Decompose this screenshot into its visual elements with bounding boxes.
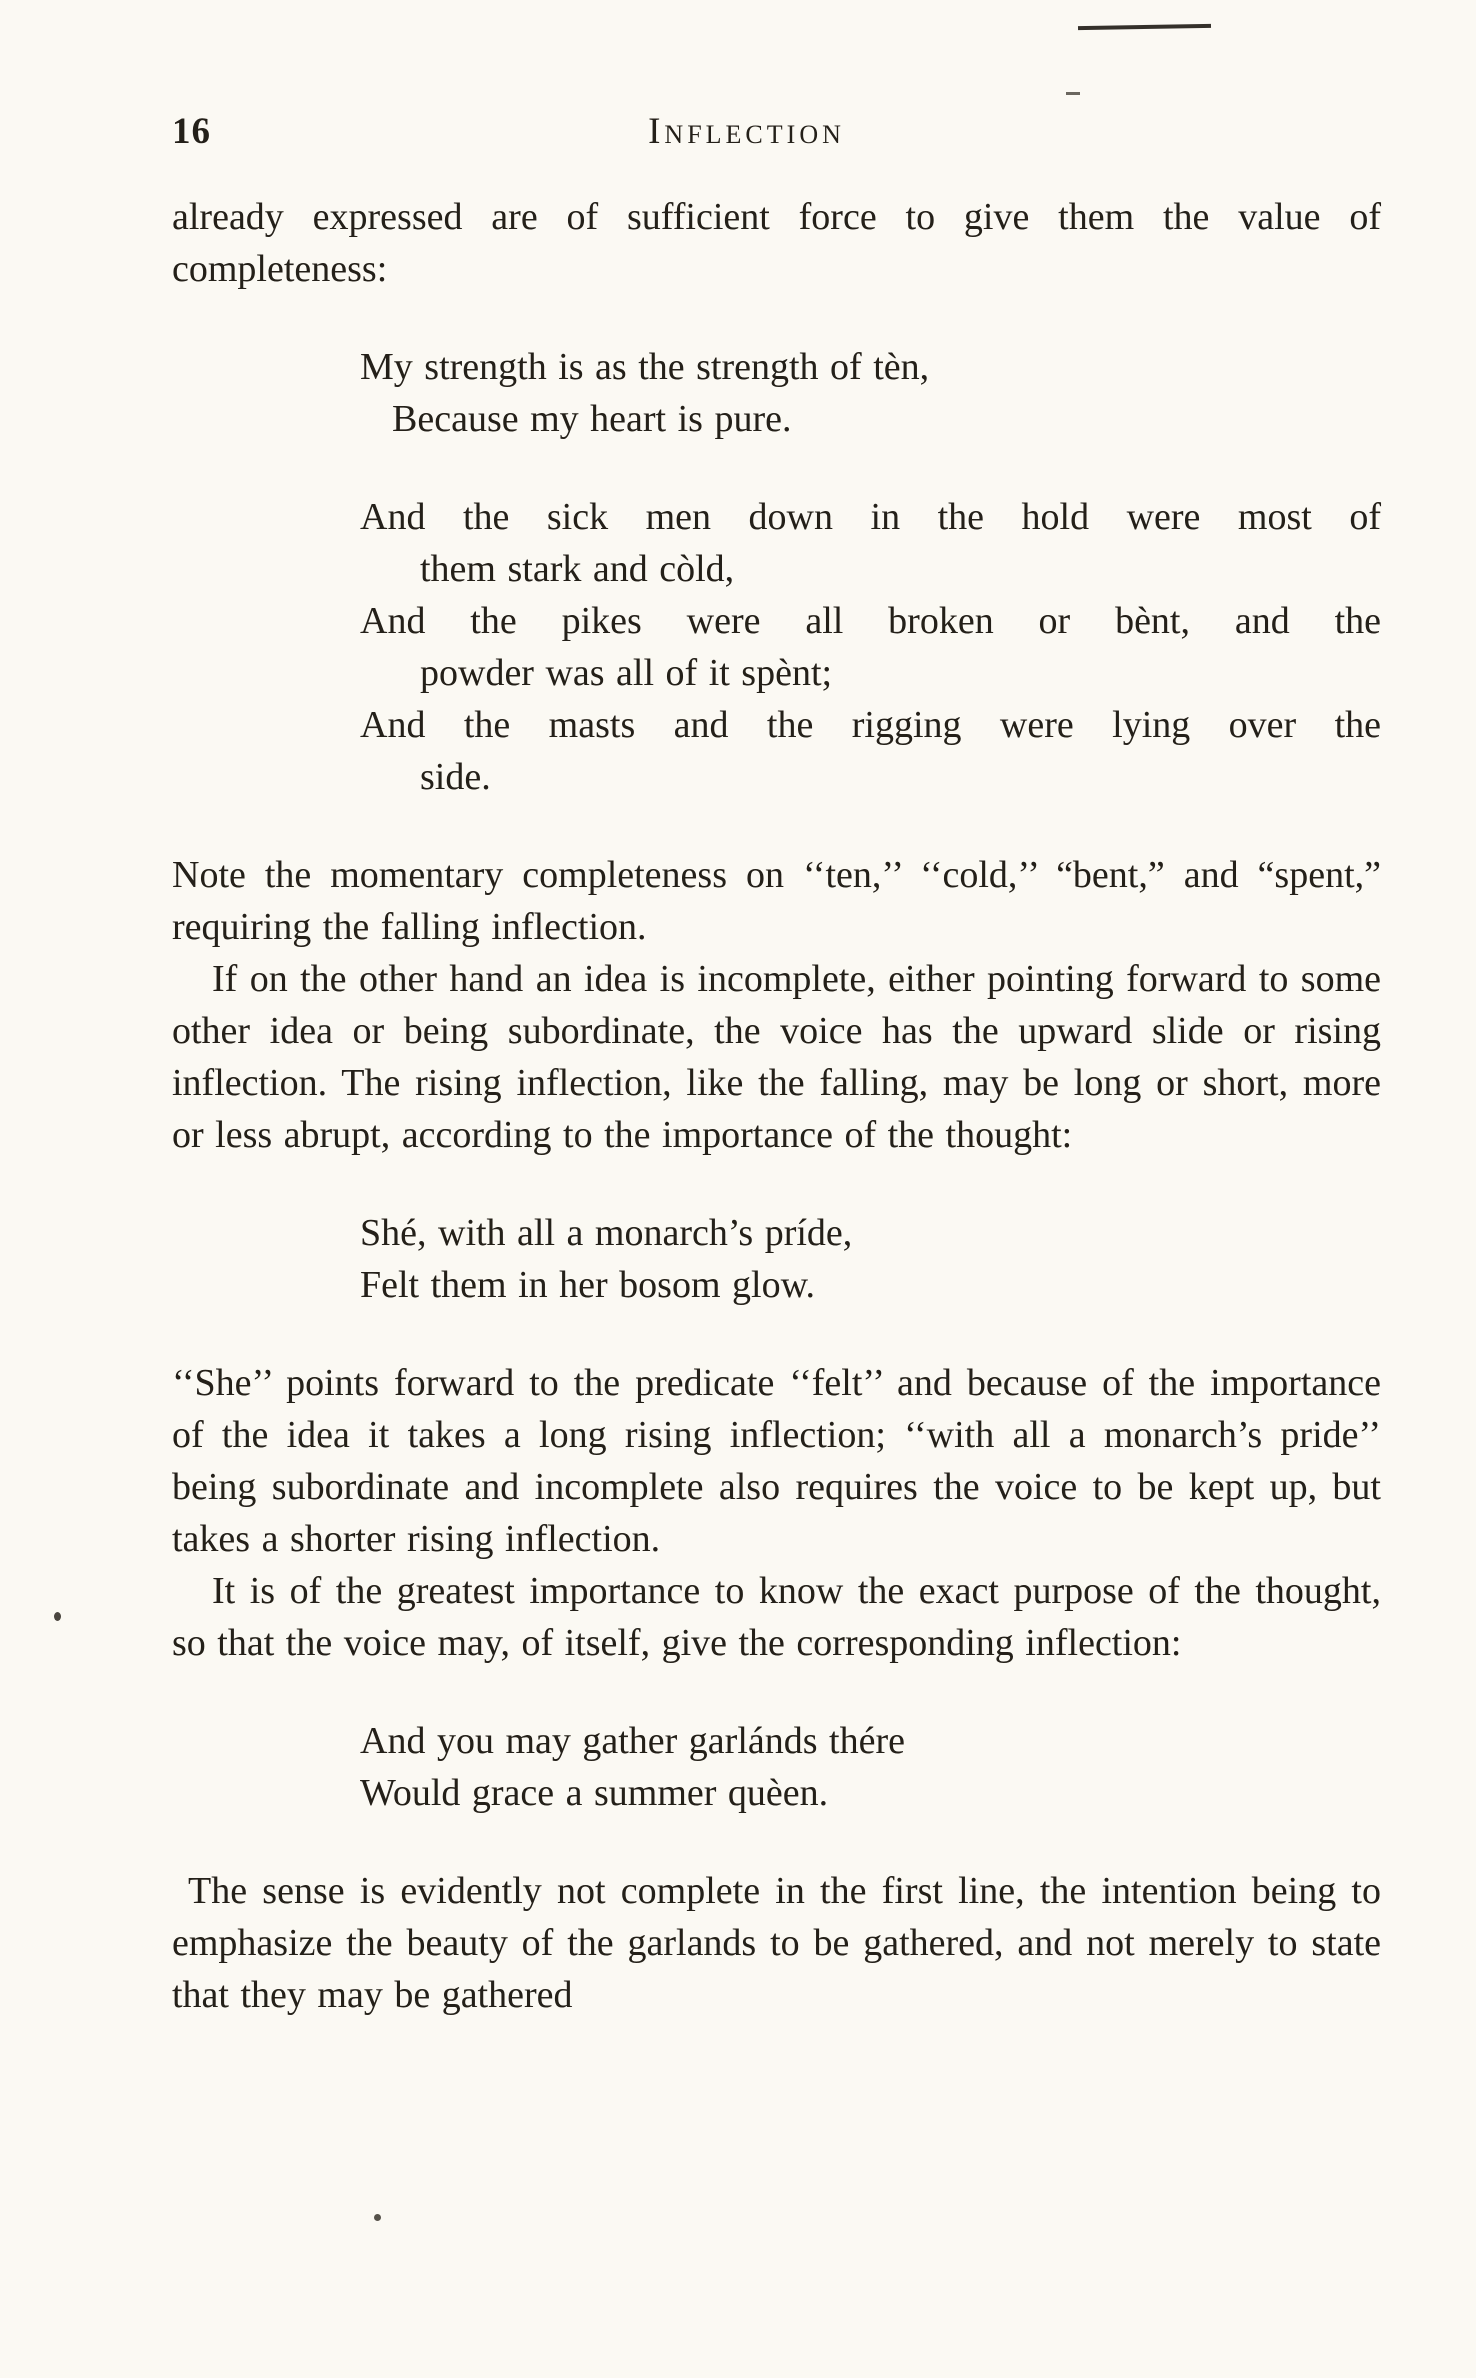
verse-line: Shé, with all a monarch’s príde,: [360, 1212, 853, 1254]
verse-my-strength: [360, 341, 1381, 445]
paragraph-purpose: It is of the greatest importance to know the exact purpose of the thought, so that the voice may, of itself, give the corresponding inflection:: [172, 1570, 1381, 1664]
scan-artifact-speck-icon: [374, 2214, 381, 2221]
verse-line: Felt them in her bosom glow.: [360, 1264, 816, 1306]
verse-line: Because my heart is pure.: [392, 398, 792, 440]
scan-artifact-dash-icon: [1066, 92, 1080, 95]
verse-line: And the masts and the rigging were lying over the: [360, 704, 1381, 746]
paragraph-note: Note the momentary completeness on ‘‘ten,’’ ‘‘cold,’’ “bent,” and “spent,” requiring the falling inflection.: [172, 854, 1381, 948]
verse-she: [360, 1207, 1381, 1311]
verse-garlands: [360, 1715, 1381, 1819]
verse-line: My strength is as the strength of tèn,: [360, 346, 930, 388]
paragraph-sense: The sense is evidently not complete in the first line, the intention being to emphasize the beauty of the garlands to be gathered, and not merely to state that they may be gathered: [172, 1870, 1381, 2016]
verse-line: And the sick men down in the hold were most of: [360, 496, 1381, 538]
verse-line: side.: [420, 756, 491, 798]
verse-sick-men: [360, 491, 1381, 803]
paragraph-incomplete: If on the other hand an idea is incomplete, either pointing forward to some other idea or being subordinate, the voice has the upward slide or rising inflection. The rising inflection, like the falling, may be long or short, more or less abrupt, according to the importance of the thought:: [172, 958, 1381, 1156]
verse-line: them stark and còld,: [420, 548, 735, 590]
verse-line: And the pikes were all broken or bènt, and the: [360, 600, 1381, 642]
running-head: Inflection: [648, 111, 845, 152]
page-header: [172, 105, 1381, 161]
paragraph-intro: already expressed are of sufficient force to give them the value of completeness:: [172, 196, 1381, 290]
verse-line: Would grace a summer quèen.: [360, 1772, 829, 1814]
verse-line: powder was all of it spènt;: [420, 652, 833, 694]
page-number: 16: [172, 111, 211, 152]
paragraph-she-points: ‘‘She’’ points forward to the predicate ‘‘felt’’ and because of the importance of the idea it takes a long rising inflection; ‘‘with all a monarch’s pride’’ being subordinate and incomplete also requires the voice to be kept up, but takes a shorter rising inflection.: [172, 1362, 1381, 1560]
scan-artifact-dot-icon: [54, 1612, 61, 1621]
page-body: [172, 191, 1381, 2021]
scan-artifact-line-icon: [1078, 24, 1211, 30]
verse-line: And you may gather garlánds thére: [360, 1720, 905, 1762]
